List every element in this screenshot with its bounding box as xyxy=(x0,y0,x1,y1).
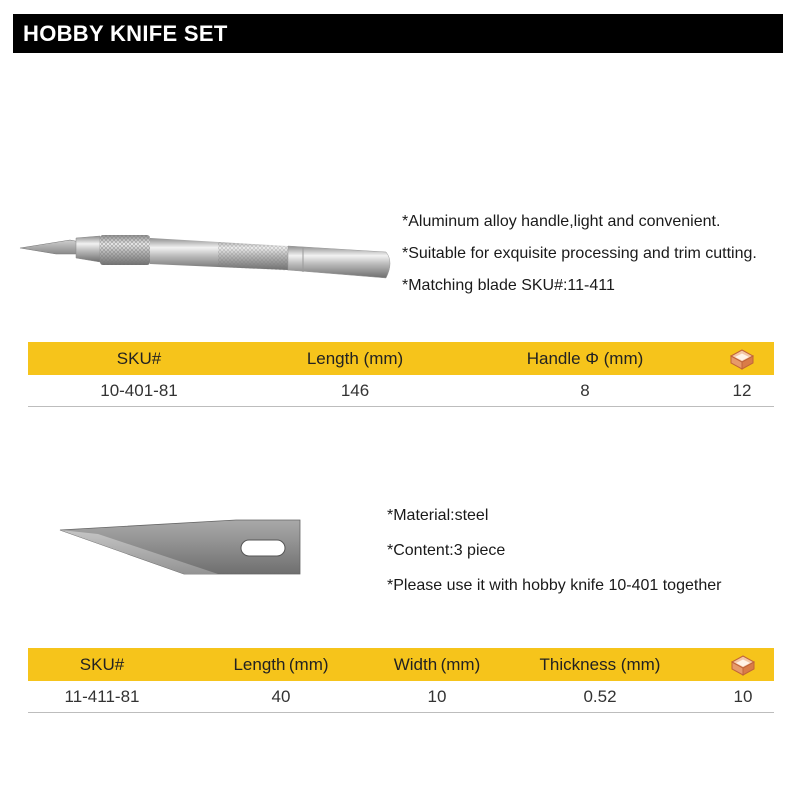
column-header-box xyxy=(710,348,774,370)
cell-sku: 10-401-81 xyxy=(100,380,178,400)
column-header-thickness: Thickness (mm) xyxy=(539,654,661,674)
cell-thickness: 0.52 xyxy=(583,686,617,706)
feature-text: *Suitable for exquisite processing and trim cutting. xyxy=(402,245,757,262)
cell-length: 40 xyxy=(271,686,291,706)
column-header-sku: SKU# xyxy=(116,348,162,368)
table-header xyxy=(28,342,774,375)
column-header-length: Length (mm) xyxy=(233,654,329,674)
table-header xyxy=(28,648,774,681)
column-header-box xyxy=(712,654,774,676)
feature-text: *Matching blade SKU#:11-411 xyxy=(402,277,615,294)
feature-text: *Please use it with hobby knife 10-401 together xyxy=(387,577,722,594)
cell-width: 10 xyxy=(427,686,447,706)
column-header-length: Length (mm) xyxy=(306,348,404,368)
page-title: HOBBY KNIFE SET xyxy=(13,14,783,53)
hobby-knife-icon xyxy=(18,232,398,292)
cell-handle: 8 xyxy=(580,380,590,400)
feature-text: *Material:steel xyxy=(387,507,489,524)
package-box-icon xyxy=(730,654,756,676)
table-row xyxy=(28,681,774,713)
blade-spec-table xyxy=(28,648,774,713)
cell-sku: 11-411-81 xyxy=(64,686,140,706)
feature-text: *Content:3 piece xyxy=(387,542,506,559)
cell-length: 146 xyxy=(340,380,370,400)
cell-box-qty: 12 xyxy=(732,380,752,400)
column-header-width: Width (mm) xyxy=(393,654,481,674)
column-header-handle: Handle Φ (mm) xyxy=(526,348,644,368)
knife-blade-icon xyxy=(58,518,308,590)
feature-text: *Aluminum alloy handle,light and convenient. xyxy=(402,213,721,230)
blade-features xyxy=(387,498,721,603)
package-box-icon xyxy=(729,348,755,370)
knife-features xyxy=(402,206,757,302)
knife-spec-table xyxy=(28,342,774,407)
table-row xyxy=(28,375,774,407)
cell-box-qty: 10 xyxy=(733,686,753,706)
column-header-sku: SKU# xyxy=(79,654,125,674)
